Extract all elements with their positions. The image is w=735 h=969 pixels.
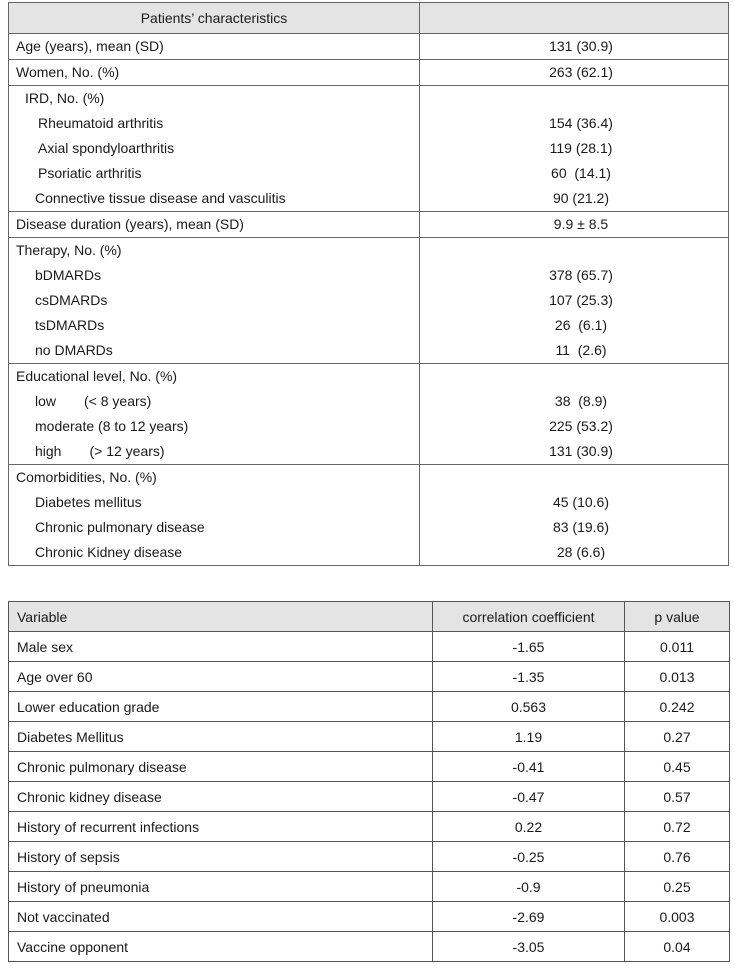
characteristic-value: 131 (30.9) <box>549 443 613 459</box>
characteristic-label-text: tsDMARDs <box>35 317 105 333</box>
characteristic-value: 60 (14.1) <box>551 165 611 181</box>
coefficient-cell: -3.05 <box>433 932 625 962</box>
p-value-header: p value <box>625 602 730 632</box>
characteristics-group <box>9 86 729 212</box>
coefficient-cell: -0.9 <box>433 872 625 902</box>
characteristic-label-text: Chronic Kidney disease <box>35 544 183 560</box>
characteristic-label <box>9 161 419 186</box>
coefficient-cell: -0.47 <box>433 782 625 812</box>
characteristic-label <box>9 86 419 111</box>
p-value-cell: 0.003 <box>625 902 730 932</box>
p-value-cell: 0.72 <box>625 812 730 842</box>
group-labels <box>9 465 420 566</box>
characteristic-label <box>9 540 419 565</box>
correlation-header-row <box>9 602 730 632</box>
characteristic-label-text: Women, No. (%) <box>16 64 120 80</box>
characteristic-label-text: moderate (8 to 12 years) <box>35 418 189 434</box>
characteristic-label <box>9 186 419 211</box>
characteristic-value: 107 (25.3) <box>549 292 613 308</box>
variable-header: Variable <box>9 602 433 632</box>
group-labels <box>9 34 420 60</box>
group-values <box>420 465 729 566</box>
characteristic-label <box>9 515 419 540</box>
coefficient-cell: 0.22 <box>433 812 625 842</box>
group-labels <box>9 364 420 465</box>
characteristic-label <box>9 288 419 313</box>
group-labels <box>9 238 420 364</box>
characteristics-group <box>9 34 729 60</box>
variable-cell: Vaccine opponent <box>9 932 433 962</box>
characteristics-header-blank <box>420 3 729 34</box>
characteristic-label-text: Educational level, No. (%) <box>16 368 178 384</box>
group-values <box>420 212 729 238</box>
characteristic-label <box>9 212 419 237</box>
characteristic-label-text: Chronic pulmonary disease <box>35 519 205 535</box>
table-row <box>9 932 730 962</box>
group-values <box>420 86 729 212</box>
characteristics-group <box>9 364 729 465</box>
characteristic-label <box>9 111 419 136</box>
p-value-cell: 0.013 <box>625 662 730 692</box>
characteristic-label <box>9 364 419 389</box>
coefficient-cell: 1.19 <box>433 722 625 752</box>
characteristic-label-range: (> 12 years) <box>89 443 165 459</box>
table-row <box>9 872 730 902</box>
coefficient-cell: 0.563 <box>433 692 625 722</box>
characteristic-value: 90 (21.2) <box>552 190 610 206</box>
characteristic-label-text: low <box>35 393 57 409</box>
table-row <box>9 752 730 782</box>
coefficient-cell: -0.25 <box>433 842 625 872</box>
characteristics-group <box>9 60 729 86</box>
p-value-cell: 0.45 <box>625 752 730 782</box>
characteristic-label-text: Rheumatoid arthritis <box>38 115 164 131</box>
table-row <box>9 902 730 932</box>
p-value-cell: 0.76 <box>625 842 730 872</box>
variable-cell: Male sex <box>9 632 433 662</box>
characteristic-label <box>9 490 419 515</box>
characteristic-value: 9.9 ± 8.5 <box>553 216 609 232</box>
group-values <box>420 60 729 86</box>
table-row <box>9 632 730 662</box>
group-values <box>420 34 729 60</box>
characteristic-value: 28 (6.6) <box>556 544 606 560</box>
characteristic-value: 45 (10.6) <box>552 494 610 510</box>
p-value-cell: 0.242 <box>625 692 730 722</box>
characteristic-value <box>420 465 728 490</box>
p-value-cell: 0.04 <box>625 932 730 962</box>
table-row <box>9 782 730 812</box>
characteristic-label <box>9 313 419 338</box>
variable-cell: Chronic kidney disease <box>9 782 433 812</box>
characteristic-label <box>9 60 419 85</box>
characteristic-label-text: Diabetes mellitus <box>35 494 142 510</box>
characteristic-label-text: Disease duration (years), mean (SD) <box>16 216 244 232</box>
coefficient-cell: -0.41 <box>433 752 625 782</box>
characteristic-label <box>9 465 419 490</box>
variable-cell: History of sepsis <box>9 842 433 872</box>
characteristics-group <box>9 212 729 238</box>
characteristic-label-text: Comorbidities, No. (%) <box>16 469 157 485</box>
characteristic-label-text: Psoriatic arthritis <box>38 165 142 181</box>
characteristic-label-text: IRD, No. (%) <box>25 90 105 106</box>
characteristic-value <box>420 238 728 263</box>
characteristics-group <box>9 465 729 566</box>
characteristic-label-text: csDMARDs <box>35 292 108 308</box>
characteristic-value: 263 (62.1) <box>549 64 613 80</box>
characteristic-value <box>420 86 728 111</box>
characteristic-value: 119 (28.1) <box>549 140 613 156</box>
characteristics-group <box>9 238 729 364</box>
characteristic-label-text: Age (years), mean (SD) <box>16 38 164 54</box>
characteristic-label-text: high <box>35 443 62 459</box>
table-row <box>9 662 730 692</box>
characteristic-label-text: bDMARDs <box>35 267 102 283</box>
characteristic-value: 378 (65.7) <box>549 267 613 283</box>
table-row <box>9 692 730 722</box>
table-row <box>9 842 730 872</box>
characteristics-header: Patients’ characteristics <box>9 3 420 34</box>
characteristic-value: 154 (36.4) <box>549 115 613 131</box>
characteristics-header-row <box>9 3 729 34</box>
table-row <box>9 722 730 752</box>
p-value-cell: 0.57 <box>625 782 730 812</box>
characteristic-value: 83 (19.6) <box>552 519 610 535</box>
characteristic-label-text: no DMARDs <box>35 342 113 358</box>
characteristic-label <box>9 338 419 363</box>
coefficient-cell: -2.69 <box>433 902 625 932</box>
group-labels <box>9 212 420 238</box>
characteristic-value: 131 (30.9) <box>549 38 613 54</box>
variable-cell: Not vaccinated <box>9 902 433 932</box>
characteristic-label-text: Therapy, No. (%) <box>16 242 122 258</box>
coefficient-cell: -1.35 <box>433 662 625 692</box>
patient-characteristics-table <box>8 2 729 566</box>
variable-cell: Age over 60 <box>9 662 433 692</box>
characteristic-value: 26 (6.1) <box>554 317 608 333</box>
p-value-cell: 0.011 <box>625 632 730 662</box>
characteristic-label <box>9 439 419 464</box>
coefficient-header: correlation coefficient <box>433 602 625 632</box>
characteristic-label <box>9 34 419 59</box>
table-row <box>9 812 730 842</box>
characteristic-label-text: Axial spondyloarthritis <box>38 140 175 156</box>
coefficient-cell: -1.65 <box>433 632 625 662</box>
variable-cell: History of recurrent infections <box>9 812 433 842</box>
characteristic-value: 38 (8.9) <box>554 393 608 409</box>
characteristic-label <box>9 389 419 414</box>
characteristic-value: 225 (53.2) <box>549 418 613 434</box>
group-values <box>420 238 729 364</box>
characteristic-label <box>9 263 419 288</box>
characteristic-label-text: Connective tissue disease and vasculitis <box>35 190 286 206</box>
variable-cell: Diabetes Mellitus <box>9 722 433 752</box>
characteristic-label <box>9 414 419 439</box>
characteristic-label <box>9 238 419 263</box>
variable-cell: Lower education grade <box>9 692 433 722</box>
group-labels <box>9 60 420 86</box>
variable-cell: Chronic pulmonary disease <box>9 752 433 782</box>
characteristic-value: 11 (2.6) <box>555 342 607 358</box>
p-value-cell: 0.25 <box>625 872 730 902</box>
characteristic-label-range: (< 8 years) <box>84 393 152 409</box>
p-value-cell: 0.27 <box>625 722 730 752</box>
characteristic-label <box>9 136 419 161</box>
correlation-table <box>8 601 730 962</box>
group-labels <box>9 86 420 212</box>
variable-cell: History of pneumonia <box>9 872 433 902</box>
group-values <box>420 364 729 465</box>
characteristic-value <box>420 364 728 389</box>
